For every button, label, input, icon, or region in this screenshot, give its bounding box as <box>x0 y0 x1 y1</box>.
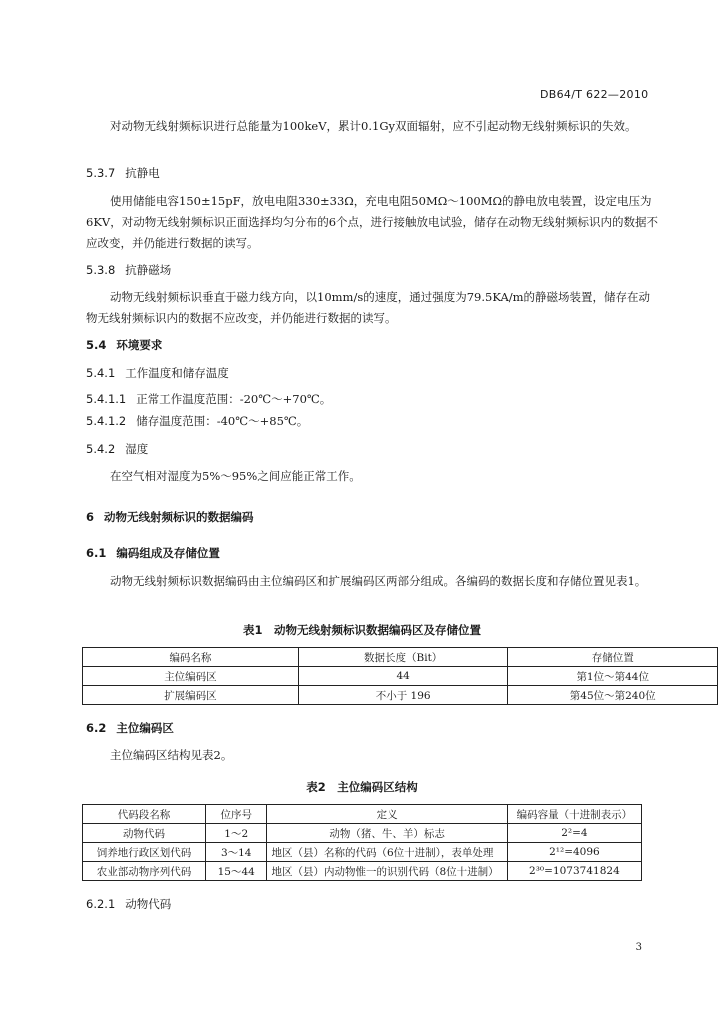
section-number: 6.2 <box>86 721 107 735</box>
encoding-paragraph: 动物无线射频标识数据编码由主位编码区和扩展编码区两部分组成。各编码的数据长度和存储位置见表1。 <box>110 574 647 588</box>
section-number: 5.4.1.1 <box>86 392 127 406</box>
column-header: 代码段名称 <box>83 805 206 824</box>
magnetic-paragraph: 动物无线射频标识垂直于磁力线方向，以10mm/s的速度，通过强度为79.5KA/m的静磁场装置，储存在动物无线射频标识内的数据不应改变，并仍能进行数据的读写。 <box>86 290 651 325</box>
section-5-3-8-heading <box>86 262 171 278</box>
table-row <box>83 824 642 843</box>
table2 <box>82 804 642 881</box>
column-header: 位序号 <box>205 805 266 824</box>
table-cell: 1～2 <box>205 824 266 843</box>
table-cell: 主位编码区 <box>83 667 299 686</box>
section-5-4-2-heading <box>86 441 148 457</box>
section-number: 6.1 <box>86 546 107 560</box>
table-cell: 扩展编码区 <box>83 686 299 705</box>
table-cell: 饲养地行政区划代码 <box>83 843 206 862</box>
section-5-4-heading <box>86 337 162 353</box>
table-cell: 2²=4 <box>507 824 641 843</box>
section-6-2-heading <box>86 720 174 736</box>
section-title: 环境要求 <box>116 338 163 352</box>
section-5-4-1-heading <box>86 365 229 381</box>
table-row <box>83 862 642 881</box>
section-number: 6 <box>86 510 95 524</box>
table-cell: 第1位～第44位 <box>508 667 718 686</box>
column-header: 定义 <box>267 805 507 824</box>
doc-code-header: DB64/T 622—2010 <box>540 88 649 101</box>
table1 <box>82 647 718 705</box>
section-title: 抗静磁场 <box>125 263 172 277</box>
section-number: 5.4.1 <box>86 366 116 380</box>
table-cell: 动物代码 <box>83 824 206 843</box>
table-cell: 15～44 <box>205 862 266 881</box>
static-paragraph: 使用储能电容150±15pF，放电电阻330±33Ω，充电电阻50MΩ～100MΩ的静电放电装置，设定电压为6KV，对动物无线射频标识正面选择均匀分布的6个点，进行接触放电试验，储存在动物无线射频标识内的数据不应改变，并仍能进行数据的读写。 <box>86 194 659 250</box>
table-header-row <box>83 648 718 667</box>
table-row <box>83 686 718 705</box>
radiation-paragraph: 对动物无线射频标识进行总能量为100keV，累计0.1Gy双面辐射，应不引起动物无线射频标识的失效。 <box>110 119 637 133</box>
section-number: 6.2.1 <box>86 897 116 911</box>
section-5-4-1-1 <box>86 391 331 407</box>
column-header: 编码容量（十进制表示） <box>507 805 641 824</box>
section-title: 工作温度和储存温度 <box>125 366 229 380</box>
section-title: 主位编码区 <box>116 721 174 735</box>
table1-caption: 表1 动物无线射频标识数据编码区及存储位置 <box>243 623 481 637</box>
section-title: 动物代码 <box>125 897 172 911</box>
section-5-4-1-2 <box>86 413 308 429</box>
column-header: 编码名称 <box>83 648 299 667</box>
table-cell: 第45位～第240位 <box>508 686 718 705</box>
table-row <box>83 843 642 862</box>
section-title: 抗静电 <box>125 166 160 180</box>
section-number: 5.4 <box>86 338 107 352</box>
table-cell: 地区（县）内动物惟一的识别代码（8位十进制） <box>267 862 507 881</box>
section-number: 5.3.8 <box>86 263 116 277</box>
section-number: 5.4.1.2 <box>86 414 127 428</box>
column-header: 数据长度（Bit） <box>298 648 508 667</box>
table-header-row <box>83 805 642 824</box>
page-number: 3 <box>635 942 642 953</box>
section-number: 5.4.2 <box>86 442 116 456</box>
humidity-paragraph: 在空气相对湿度为5%～95%之间应能正常工作。 <box>110 469 361 483</box>
section-5-3-7-heading <box>86 165 160 181</box>
table-cell: 不小于 196 <box>298 686 508 705</box>
table-row <box>83 667 718 686</box>
table-cell: 2¹²=4096 <box>507 843 641 862</box>
table-cell: 地区（县）名称的代码（6位十进制），表单处理 <box>267 843 507 862</box>
table-cell: 3～14 <box>205 843 266 862</box>
main-area-paragraph: 主位编码区结构见表2。 <box>110 748 233 762</box>
section-title: 湿度 <box>125 442 149 456</box>
section-number: 5.3.7 <box>86 166 116 180</box>
section-text: 正常工作温度范围：-20℃～+70℃。 <box>136 392 332 406</box>
table-cell: 44 <box>298 667 508 686</box>
section-6-heading <box>86 509 254 525</box>
table-cell: 农业部动物序列代码 <box>83 862 206 881</box>
table-cell: 2³⁰=1073741824 <box>507 862 641 881</box>
column-header: 存储位置 <box>508 648 718 667</box>
section-title: 编码组成及存储位置 <box>116 546 220 560</box>
table2-caption: 表2 主位编码区结构 <box>306 780 418 794</box>
section-text: 储存温度范围：-40℃～+85℃。 <box>136 414 309 428</box>
section-title: 动物无线射频标识的数据编码 <box>104 510 254 524</box>
table-cell: 动物（猪、牛、羊）标志 <box>267 824 507 843</box>
section-6-1-heading <box>86 545 220 561</box>
section-6-2-1-heading <box>86 896 171 912</box>
